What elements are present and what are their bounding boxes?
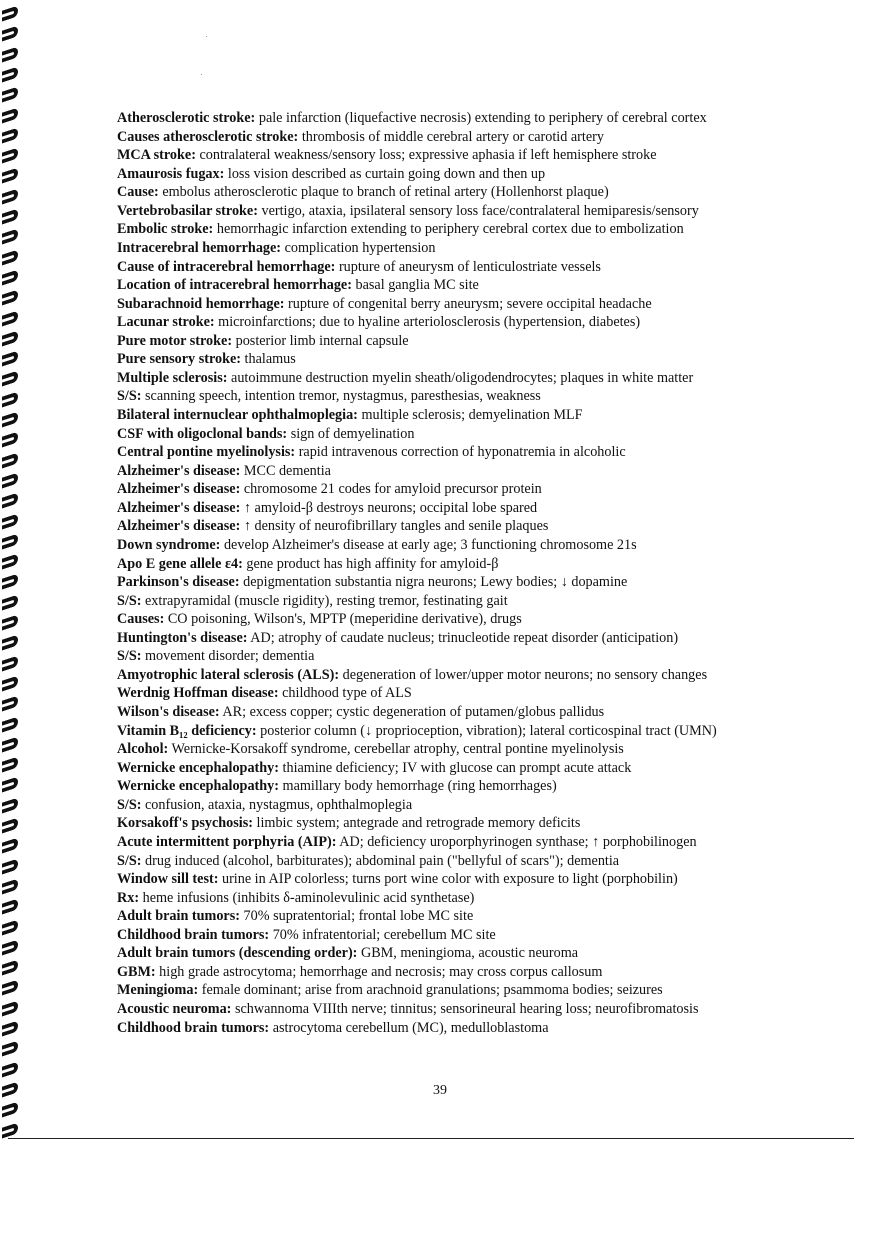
binding-coil (2, 614, 18, 630)
entry-text: contralateral weakness/sensory loss; expressive aphasia if left hemisphere stroke (195, 147, 657, 164)
entry-text: 70% supratentorial; frontal lobe MC site (239, 908, 474, 925)
binding-coil (2, 1061, 18, 1077)
entry-text: develop Alzheimer's disease at early age; 3 functioning chromosome 21s (220, 536, 637, 553)
entry-text: gene product has high affinity for amyloid-β (242, 555, 499, 572)
note-entry (117, 703, 817, 722)
entry-text: rupture of congenital berry aneurysm; severe occipital headache (284, 295, 652, 312)
notes-list (117, 109, 817, 1037)
entry-text: embolus atherosclerotic plaque to branch of retinal artery (Hollenhorst plaque) (158, 184, 609, 201)
entry-term: Vertebrobasilar stroke: (117, 202, 258, 219)
binding-coil (2, 838, 18, 854)
entry-term: S/S: (117, 796, 142, 813)
binding-coil (2, 391, 18, 407)
entry-text: thalamus (241, 351, 296, 368)
binding-coil (2, 533, 18, 549)
entry-term: Adult brain tumors (descending order): (117, 945, 358, 962)
binding-coil (2, 980, 18, 996)
entry-term: Alzheimer's disease: (117, 462, 241, 479)
binding-coil (2, 350, 18, 366)
binding-coil (2, 66, 18, 82)
note-entry (117, 183, 817, 202)
binding-coil (2, 208, 18, 224)
entry-term: Childhood brain tumors: (117, 926, 270, 943)
page-bottom-rule (8, 1138, 854, 1139)
entry-term: Wernicke encephalopathy: (117, 759, 279, 776)
entry-term: Down syndrome: (117, 536, 221, 553)
note-entry (117, 480, 817, 499)
entry-term: Intracerebral hemorrhage: (117, 239, 282, 256)
note-entry (117, 202, 817, 221)
entry-term: Bilateral internuclear ophthalmoplegia: (117, 407, 358, 423)
binding-coil (2, 513, 18, 529)
entry-text: chromosome 21 codes for amyloid precursor protein (240, 481, 542, 498)
binding-coil (2, 675, 18, 691)
note-entry (117, 740, 817, 759)
entry-text: microinfarctions; due to hyaline arteriolosclerosis (hypertension, diabetes) (214, 314, 641, 331)
entry-text: urine in AIP colorless; turns port wine color with exposure to light (porphobilin) (218, 871, 678, 888)
entry-text: MCC dementia (240, 462, 331, 479)
binding-coil (2, 107, 18, 123)
entry-term: Subarachnoid hemorrhage: (117, 295, 285, 312)
entry-text: CO poisoning, Wilson's, MPTP (meperidine derivative), drugs (164, 611, 522, 628)
binding-coil (2, 1041, 18, 1057)
note-entry (117, 295, 817, 314)
entry-term: Multiple sclerosis: (117, 369, 228, 386)
note-entry (117, 109, 817, 128)
entry-text: ↑ amyloid-β destroys neurons; occipital lobe spared (240, 499, 538, 516)
binding-coil (2, 1122, 18, 1138)
entry-term: Werdnig Hoffman disease: (117, 685, 279, 702)
note-entry (117, 573, 817, 592)
entry-term: Acoustic neuroma: (117, 1001, 232, 1017)
entry-term: CSF with oligoclonal bands: (117, 425, 288, 442)
binding-coil (2, 87, 18, 103)
entry-term: Wilson's disease: (117, 704, 220, 720)
note-entry (117, 759, 817, 778)
binding-coil (2, 777, 18, 793)
entry-term: Cause: (117, 184, 159, 201)
binding-coil (2, 858, 18, 874)
entry-term: Korsakoff's psychosis: (117, 815, 253, 832)
entry-term: S/S: (117, 852, 142, 869)
note-entry (117, 146, 817, 165)
binding-coil (2, 959, 18, 975)
note-entry (117, 629, 817, 648)
scan-speck (206, 36, 207, 37)
note-entry (117, 592, 817, 611)
entry-term: Alzheimer's disease: (117, 499, 241, 516)
entry-text: movement disorder; dementia (141, 648, 315, 665)
binding-coil (2, 432, 18, 448)
note-entry (117, 369, 817, 388)
binding-coil (2, 1102, 18, 1118)
note-entry (117, 276, 817, 295)
entry-text: extrapyramidal (muscle rigidity), resting tremor, festinating gait (141, 592, 508, 609)
binding-coil (2, 553, 18, 569)
entry-text: ↑ density of neurofibrillary tangles and senile plaques (240, 518, 549, 535)
entry-term: Causes atherosclerotic stroke: (117, 128, 299, 145)
note-entry (117, 462, 817, 481)
note-entry (117, 722, 817, 741)
entry-term: Meningioma: (117, 982, 199, 999)
binding-coil (2, 899, 18, 915)
entry-term: Pure sensory stroke: (117, 351, 241, 368)
binding-coil (2, 249, 18, 265)
entry-term: Central pontine myelinolysis: (117, 444, 296, 461)
entry-text: posterior limb internal capsule (232, 332, 409, 349)
note-entry (117, 239, 817, 258)
note-entry (117, 647, 817, 666)
entry-term: Alzheimer's disease: (117, 518, 241, 535)
note-entry (117, 777, 817, 796)
note-entry (117, 814, 817, 833)
entry-text: scanning speech, intention tremor, nystagmus, paresthesias, weakness (141, 388, 541, 405)
binding-coil (2, 46, 18, 62)
entry-text: drug induced (alcohol, barbiturates); abdominal pain ("bellyful of scars"); dementia (141, 852, 620, 869)
entry-text: thiamine deficiency; IV with glucose can prompt acute attack (278, 759, 632, 776)
note-entry (117, 926, 817, 945)
entry-text: 70% infratentorial; cerebellum MC site (269, 926, 496, 943)
binding-coil (2, 5, 18, 21)
entry-text: sign of demyelination (287, 425, 415, 442)
entry-term: Pure motor stroke: (117, 332, 233, 349)
entry-text: Wernicke-Korsakoff syndrome, cerebellar atrophy, central pontine myelinolysis (168, 741, 624, 758)
binding-coil (2, 1000, 18, 1016)
binding-coil (2, 736, 18, 752)
binding-coil (2, 797, 18, 813)
entry-term: Atherosclerotic stroke: (117, 110, 256, 126)
page-number: 39 (433, 1083, 447, 1098)
entry-text: AD; atrophy of caudate nucleus; trinucleotide repeat disorder (anticipation) (247, 629, 679, 646)
note-entry (117, 443, 817, 462)
note-entry (117, 963, 817, 982)
entry-term: Lacunar stroke: (117, 314, 215, 331)
binding-coil (2, 635, 18, 651)
entry-term: Cause of intracerebral hemorrhage: (117, 258, 336, 275)
entry-term: Causes: (117, 611, 165, 628)
entry-text: loss vision described as curtain going down and then up (224, 165, 546, 182)
binding-coil (2, 696, 18, 712)
note-entry (117, 666, 817, 685)
binding-coil (2, 472, 18, 488)
entry-text: limbic system; antegrade and retrograde memory deficits (252, 815, 581, 832)
entry-text: degeneration of lower/upper motor neurons; no sensory changes (339, 666, 708, 683)
note-entry (117, 1019, 817, 1038)
entry-term: Location of intracerebral hemorrhage: (117, 277, 352, 294)
binding-coil (2, 127, 18, 143)
entry-term: Apo E gene allele ε4: (117, 555, 243, 572)
entry-text: confusion, ataxia, nystagmus, ophthalmoplegia (141, 796, 413, 813)
entry-term: Parkinson's disease: (117, 574, 240, 591)
note-entry (117, 406, 817, 425)
entry-term: Vitamin B₁₂ deficiency: (117, 722, 257, 739)
entry-term: Alzheimer's disease: (117, 481, 241, 498)
entry-term: Childhood brain tumors: (117, 1019, 270, 1036)
entry-term: GBM: (117, 963, 156, 980)
spiral-binding (0, 0, 24, 1140)
note-entry (117, 555, 817, 574)
binding-coil (2, 290, 18, 306)
entry-text: rapid intravenous correction of hyponatremia in alcoholic (295, 444, 626, 461)
entry-text: thrombosis of middle cerebral artery or carotid artery (298, 128, 604, 145)
binding-coil (2, 1020, 18, 1036)
binding-coil (2, 310, 18, 326)
note-entry (117, 610, 817, 629)
note-entry (117, 981, 817, 1000)
note-entry (117, 1000, 817, 1019)
note-entry (117, 536, 817, 555)
entry-text: astrocytoma cerebellum (MC), medulloblastoma (269, 1019, 549, 1036)
entry-term: Amaurosis fugax: (117, 165, 225, 182)
binding-coil (2, 168, 18, 184)
note-entry (117, 907, 817, 926)
entry-text: basal ganglia MC site (351, 277, 479, 294)
entry-term: Acute intermittent porphyria (AIP): (117, 833, 337, 850)
entry-text: schwannoma VIIIth nerve; tinnitus; sensorineural hearing loss; neurofibromatosis (231, 1001, 699, 1017)
note-entry (117, 425, 817, 444)
entry-text: female dominant; arise from arachnoid granulations; psammoma bodies; seizures (198, 982, 663, 999)
entry-term: Wernicke encephalopathy: (117, 778, 279, 795)
binding-coil (2, 756, 18, 772)
entry-text: autoimmune destruction myelin sheath/oligodendrocytes; plaques in white matter (227, 369, 694, 386)
binding-coil (2, 411, 18, 427)
entry-term: Alcohol: (117, 741, 169, 758)
note-entry (117, 796, 817, 815)
entry-text: AR; excess copper; cystic degeneration of putamen/globus pallidus (219, 704, 605, 720)
note-entry (117, 944, 817, 963)
entry-text: multiple sclerosis; demyelination MLF (357, 407, 583, 423)
binding-coil (2, 919, 18, 935)
binding-coil (2, 594, 18, 610)
entry-text: childhood type of ALS (278, 685, 412, 702)
entry-text: mamillary body hemorrhage (ring hemorrhages) (278, 778, 557, 795)
note-entry (117, 517, 817, 536)
entry-text: high grade astrocytoma; hemorrhage and necrosis; may cross corpus callosum (155, 963, 603, 980)
entry-term: Rx: (117, 889, 140, 906)
note-entry (117, 258, 817, 277)
binding-coil (2, 878, 18, 894)
note-entry (117, 499, 817, 518)
binding-coil (2, 716, 18, 732)
entry-term: MCA stroke: (117, 147, 196, 164)
binding-coil (2, 330, 18, 346)
note-entry (117, 870, 817, 889)
binding-coil (2, 188, 18, 204)
note-entry (117, 833, 817, 852)
binding-coil (2, 26, 18, 42)
binding-coil (2, 574, 18, 590)
binding-coil (2, 229, 18, 245)
entry-term: Adult brain tumors: (117, 908, 240, 925)
binding-coil (2, 493, 18, 509)
entry-text: AD; deficiency uroporphyrinogen synthase; ↑ porphobilinogen (336, 833, 697, 850)
binding-coil (2, 817, 18, 833)
note-entry (117, 387, 817, 406)
note-entry (117, 350, 817, 369)
binding-coil (2, 452, 18, 468)
scan-speck (201, 74, 202, 75)
binding-coil (2, 655, 18, 671)
note-entry (117, 128, 817, 147)
entry-text: posterior column (↓ proprioception, vibration); lateral corticospinal tract (UMN) (256, 722, 717, 739)
note-entry (117, 220, 817, 239)
entry-text: complication hypertension (281, 239, 436, 256)
entry-term: S/S: (117, 592, 142, 609)
binding-coil (2, 269, 18, 285)
entry-text: rupture of aneurysm of lenticulostriate vessels (335, 258, 601, 275)
entry-term: Embolic stroke: (117, 221, 214, 238)
binding-coil (2, 939, 18, 955)
entry-term: Huntington's disease: (117, 629, 248, 646)
note-entry (117, 332, 817, 351)
entry-text: vertigo, ataxia, ipsilateral sensory loss face/contralateral hemiparesis/sensory (257, 202, 699, 219)
note-entry (117, 684, 817, 703)
entry-term: S/S: (117, 648, 142, 665)
entry-text: hemorrhagic infarction extending to periphery cerebral cortex due to embolization (213, 221, 684, 238)
binding-coil (2, 147, 18, 163)
entry-text: depigmentation substantia nigra neurons; Lewy bodies; ↓ dopamine (239, 574, 628, 591)
entry-term: S/S: (117, 388, 142, 405)
note-entry (117, 313, 817, 332)
note-entry (117, 889, 817, 908)
entry-text: pale infarction (liquefactive necrosis) extending to periphery of cerebral cortex (255, 110, 707, 126)
entry-term: Amyotrophic lateral sclerosis (ALS): (117, 666, 340, 683)
binding-coil (2, 371, 18, 387)
note-entry (117, 165, 817, 184)
entry-text: GBM, meningioma, acoustic neuroma (357, 945, 579, 962)
entry-term: Window sill test: (117, 871, 219, 888)
entry-text: heme infusions (inhibits δ-aminolevulinic acid synthetase) (139, 889, 475, 906)
note-entry (117, 852, 817, 871)
